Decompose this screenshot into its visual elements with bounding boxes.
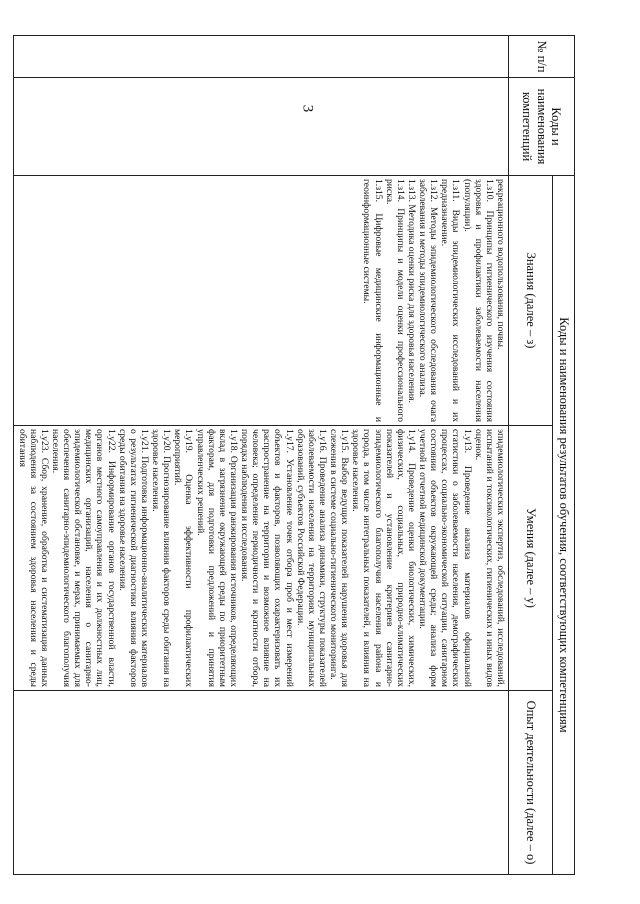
header-row-1 [553,36,575,875]
skill-item: 1.у19. Оценка эффективности профилактических мероприятий. [172,429,195,687]
knowledge-item: 1.з15. Цифровые медицинские информационные и геоинформационные системы. [361,179,384,422]
header-competency: Коды и наименования компетенций [509,78,575,176]
cell-skills [14,426,509,691]
knowledge-item: рекреационного водопользования, почвы. [495,179,506,350]
header-experience: Опыт деятельности (далее – о) [509,691,553,875]
cell-competency [14,78,509,176]
knowledge-item: 1.з10. Принципы гигиенического изучения состояния здоровья и профилактики заболеваемости населения (популяции). [461,179,495,422]
cell-knowledge [14,176,509,426]
page-number: 3 [299,104,316,113]
content-row [14,36,509,875]
skill-item: 1.у20. Прогнозирование влияния факторов среды обитания на здоровье населения. [150,429,173,687]
skill-item: 1.у14. Проведение оценки биологических, химических, физических, социальных, природно-климатических показателей и установление критериев санитарно-эпидемиологического благополучия населения района и города, в том числе интегральных показателей, и влияния на здоровье населения. [350,429,417,687]
competency-table [14,35,576,875]
skill-item: 1.у16. Проведение анализа динамики, структуры показателей заболеваемости населения на территориях муниципальных образований, субъектов Российской Федерации. [294,429,328,687]
header-skills: Умения (далее – у) [509,426,553,691]
skill-item: 1.у15. Выбор ведущих показателей нарушения здоровья для слежения в системе социально-гигиенического мониторинга. [328,429,351,687]
header-num: № п/п [509,36,575,78]
skill-item: 1.у17. Установление точек отбора проб и мест измерений объектов и факторов, позволяющих охарактеризовать их распространение на территории и возможное влияние на человека; определение периодичности и кратности отбора, порядка наблюдения и исследования. [239,429,295,687]
skill-item: эпидемиологических экспертиз, обследований, исследований, испытаний и токсикологических, гигиенических и иных видов оценок. [472,429,506,687]
cell-num [14,36,509,78]
skill-item: 1.у22. Информирование органов государственной власти, органов местного самоуправления и их должностных лиц, медицинских организаций, населения о санитарно-эпидемиологической обстановке, и мерах, принимаемых для обеспечения санитарно-эпидемиологического благополучия населения. [50,429,117,687]
knowledge-item: 1.з12. Методы эпидемиологического обследования очага заболевания и методы эпидемиологического анализа. [417,179,440,422]
header-knowledge: Знания (далее – з) [509,176,553,426]
knowledge-item: 1.з11. Виды эпидемиологических исследований и их предназначение. [439,179,462,422]
cell-experience [14,691,509,875]
skill-item: 1.у21. Подготовка информационно-аналитических материалов о результатах гигиенической диагностики влияния факторов среды обитания на здоровье населения. [116,429,150,687]
header-results-group: Коды и наименования результатов обучения, соответствующих компетенциям [553,176,575,875]
knowledge-item: 1.з13. Методика оценки риска для здоровья населения. [406,179,417,403]
skill-item: 1.у13. Проведение анализа материалов официальной статистики о заболеваемости населения, демографических процессах, социально-экономической ситуации, санитарном состоянии объектов окружающей среды; анализа форм учетной и отчетной медицинской документации. [417,429,473,687]
skill-item: 1.у23. Сбор, хранение, обработка и систематизация данных наблюдения за состоянием здоровья населения и среды обитания [16,429,50,687]
skill-item: 1.у18. Организация ранжирования источников, определяющих вклад в загрязнение окружающей среды по приоритетным факторам, для подготовки предложений и принятия управленческих решений. [194,429,239,687]
knowledge-item: 1.з14. Принципы и модели оценки профессионального риска. [383,179,406,422]
rotated-table-page [16,35,575,875]
